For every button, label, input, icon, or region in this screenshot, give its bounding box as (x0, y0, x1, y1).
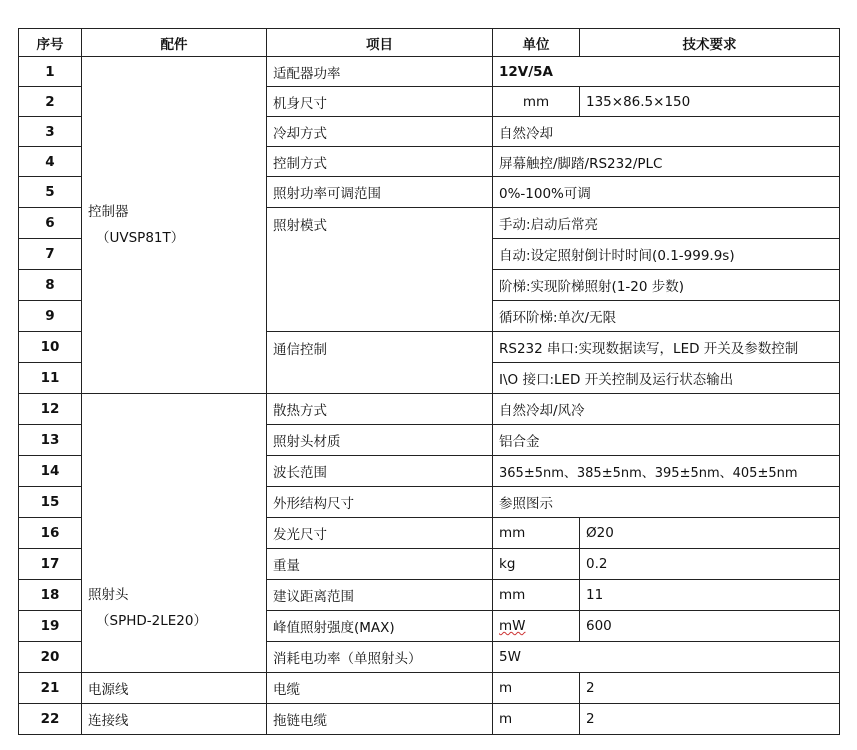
row-no: 1 (19, 57, 82, 87)
table-row (19, 394, 840, 425)
row-unit: mm (493, 518, 580, 549)
row-no: 16 (19, 518, 82, 549)
row-item: 消耗电功率（单照射头） (267, 642, 493, 673)
row-no: 15 (19, 487, 82, 518)
row-item: 峰值照射强度(MAX) (267, 611, 493, 642)
row-item: 适配器功率 (267, 57, 493, 87)
spec-table (18, 28, 840, 735)
row-spec: 600 (580, 611, 840, 642)
part-name: 控制器 (88, 204, 129, 220)
row-no: 7 (19, 239, 82, 270)
row-item: 外形结构尺寸 (267, 487, 493, 518)
row-no: 17 (19, 549, 82, 580)
row-value: 铝合金 (493, 425, 840, 456)
row-no: 3 (19, 117, 82, 147)
col-header-no: 序号 (19, 29, 82, 57)
row-item: 建议距离范围 (267, 580, 493, 611)
row-unit: mm (493, 87, 580, 117)
col-header-unit: 单位 (493, 29, 580, 57)
row-unit: m (493, 673, 580, 704)
row-value: 自然冷却 (493, 117, 840, 147)
row-value: 参照图示 (493, 487, 840, 518)
col-header-spec: 技术要求 (580, 29, 840, 57)
row-no: 18 (19, 580, 82, 611)
row-spec: 135×86.5×150 (580, 87, 840, 117)
row-item: 冷却方式 (267, 117, 493, 147)
row-value: 屏幕触控/脚踏/RS232/PLC (493, 147, 840, 177)
row-value: 12V/5A (493, 57, 840, 87)
row-no: 2 (19, 87, 82, 117)
row-no: 13 (19, 425, 82, 456)
row-value: 手动:启动后常亮 (493, 208, 840, 239)
row-unit: m (493, 704, 580, 735)
row-no: 19 (19, 611, 82, 642)
row-spec: 11 (580, 580, 840, 611)
row-no: 8 (19, 270, 82, 301)
row-item: 重量 (267, 549, 493, 580)
table-row (19, 673, 840, 704)
row-no: 5 (19, 177, 82, 208)
row-value: 循环阶梯:单次/无限 (493, 301, 840, 332)
row-item: 波长范围 (267, 456, 493, 487)
row-item: 电缆 (267, 673, 493, 704)
table-row (19, 704, 840, 735)
row-spec: Ø20 (580, 518, 840, 549)
row-no: 21 (19, 673, 82, 704)
row-spec: 2 (580, 673, 840, 704)
part-model: （SPHD-2LE20） (96, 613, 207, 629)
row-item: 拖链电缆 (267, 704, 493, 735)
table-header-row (19, 29, 840, 57)
row-item: 机身尺寸 (267, 87, 493, 117)
row-unit: mm (493, 580, 580, 611)
part-model: （UVSP81T） (96, 230, 185, 246)
row-item: 照射头材质 (267, 425, 493, 456)
row-item: 发光尺寸 (267, 518, 493, 549)
row-part: 电源线 (82, 673, 267, 704)
row-no: 9 (19, 301, 82, 332)
row-item: 照射模式 (267, 208, 493, 332)
row-no: 6 (19, 208, 82, 239)
row-value: 365±5nm、385±5nm、395±5nm、405±5nm (493, 456, 840, 487)
row-item: 控制方式 (267, 147, 493, 177)
row-item: 通信控制 (267, 332, 493, 394)
row-unit-text: mW (499, 618, 526, 634)
row-item: 散热方式 (267, 394, 493, 425)
row-no: 14 (19, 456, 82, 487)
row-value: I\O 接口:LED 开关控制及运行状态输出 (493, 363, 840, 394)
row-spec: 0.2 (580, 549, 840, 580)
row-value: 自动:设定照射倒计时时间(0.1-999.9s) (493, 239, 840, 270)
row-no: 4 (19, 147, 82, 177)
row-no: 11 (19, 363, 82, 394)
part-head (82, 394, 267, 673)
row-value: 5W (493, 642, 840, 673)
col-header-part: 配件 (82, 29, 267, 57)
row-no: 10 (19, 332, 82, 363)
row-item: 照射功率可调范围 (267, 177, 493, 208)
row-spec: 2 (580, 704, 840, 735)
part-controller (82, 57, 267, 394)
part-name: 照射头 (88, 587, 129, 603)
row-part: 连接线 (82, 704, 267, 735)
col-header-item: 项目 (267, 29, 493, 57)
row-value: 阶梯:实现阶梯照射(1-20 步数) (493, 270, 840, 301)
row-value: 自然冷却/风冷 (493, 394, 840, 425)
table-row (19, 57, 840, 87)
row-no: 12 (19, 394, 82, 425)
row-unit: kg (493, 549, 580, 580)
row-no: 22 (19, 704, 82, 735)
row-value: 0%-100%可调 (493, 177, 840, 208)
row-value: RS232 串口:实现数据读写，LED 开关及参数控制 (493, 332, 840, 363)
row-no: 20 (19, 642, 82, 673)
row-unit (493, 611, 580, 642)
